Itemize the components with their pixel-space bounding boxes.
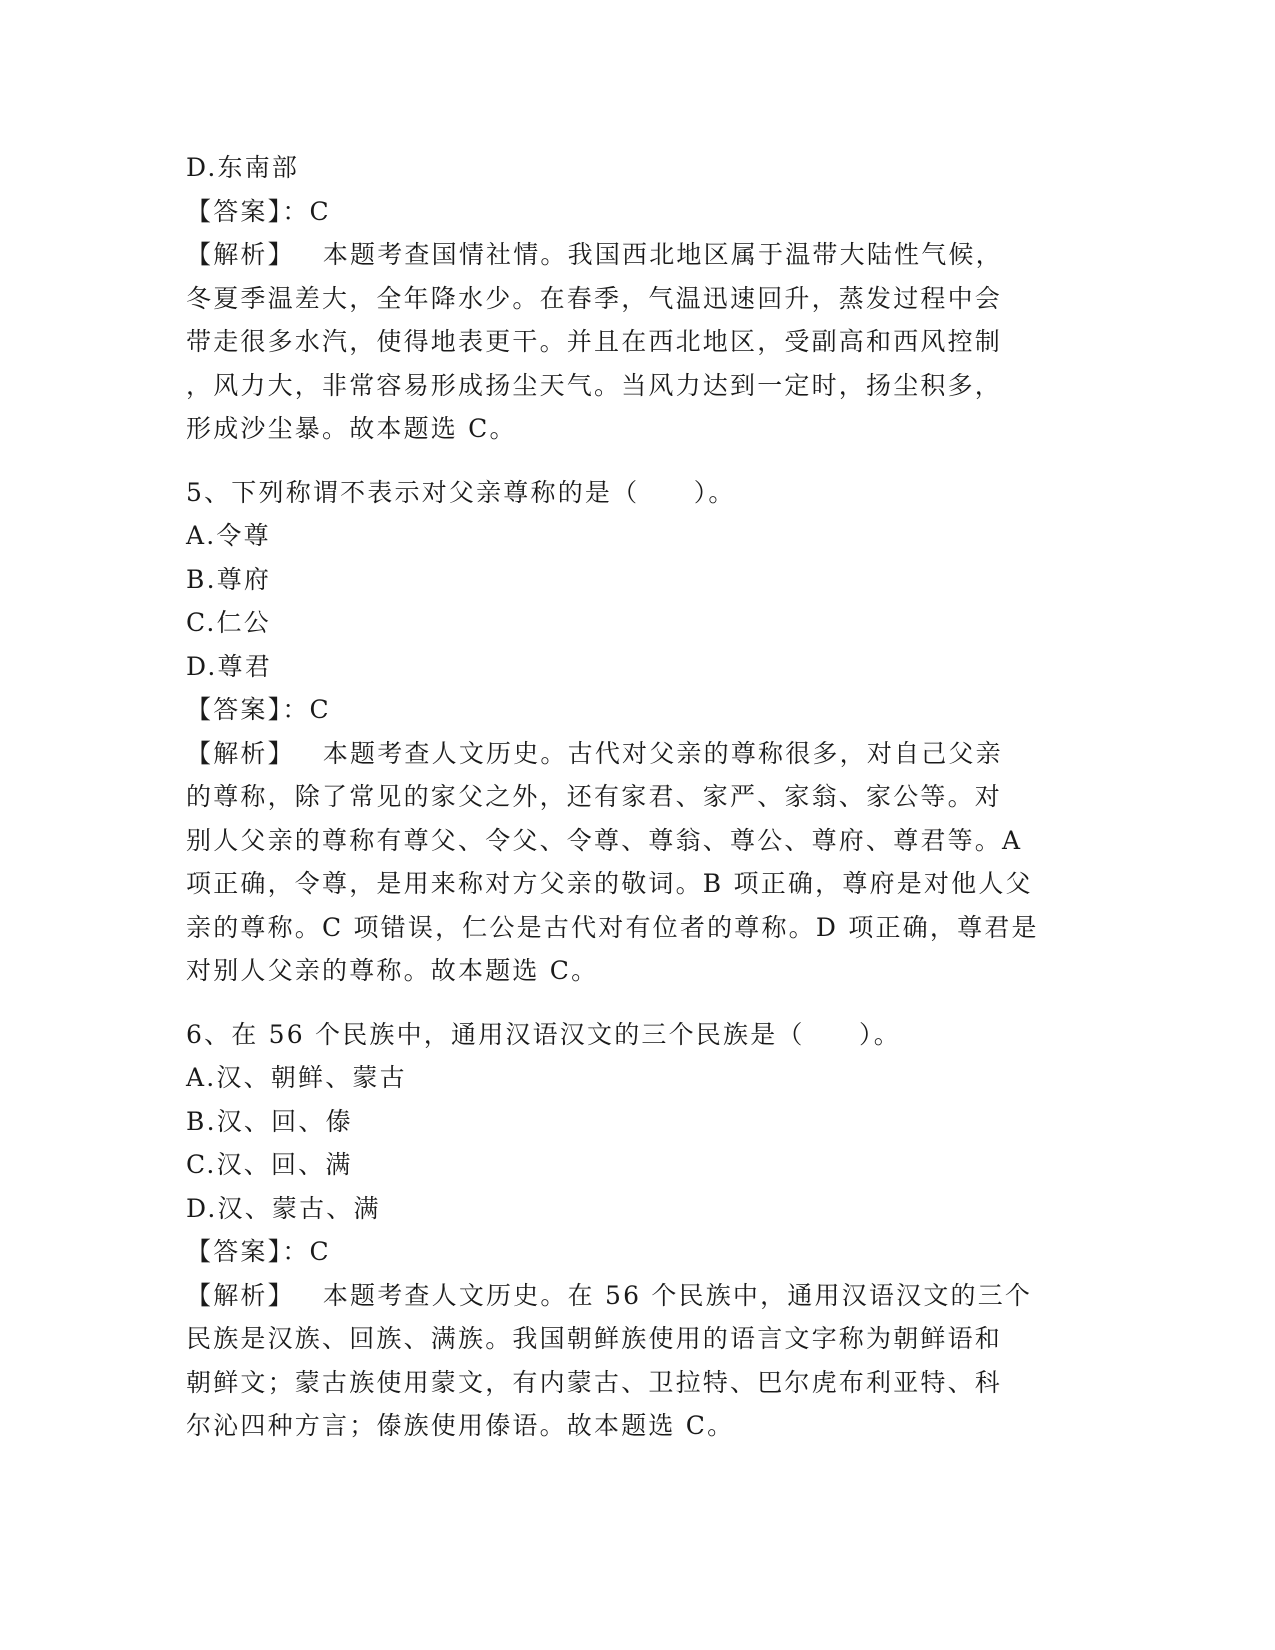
- analysis-line: [186, 732, 1086, 776]
- document-page: [186, 146, 1086, 1448]
- analysis-label: 【解析】: [186, 240, 295, 269]
- answer-line: [186, 190, 1086, 234]
- question-4-continued: [186, 146, 1086, 451]
- answer-label: 【答案】: [186, 1237, 283, 1266]
- option-c: C.汉、回、满: [186, 1150, 353, 1179]
- analysis-text: 本题考查人文历史。古代对父亲的尊称很多，对自己父亲: [322, 738, 1003, 768]
- analysis-line: 民族是汉族、回族、满族。我国朝鲜族使用的语言文字称为朝鲜语和: [186, 1324, 1003, 1353]
- analysis-label: 【解析】: [186, 738, 295, 768]
- option-d: D.东南部: [186, 153, 300, 182]
- analysis-line: 的尊称，除了常见的家父之外，还有家君、家严、家翁、家公等。对: [186, 782, 1003, 811]
- option-c: C.仁公: [186, 608, 271, 637]
- analysis-label: 【解析】: [186, 1280, 295, 1310]
- option-b: B.尊府: [186, 564, 272, 594]
- option-d: D.汉、蒙古、满: [186, 1193, 381, 1223]
- question-6: [186, 1013, 1086, 1448]
- answer-label: 【答案】: [186, 196, 283, 226]
- analysis-line: 尔沁四种方言；傣族使用傣语。故本题选 C。: [186, 1411, 735, 1440]
- analysis-line: 项正确，令尊，是用来称对方父亲的敬词。B 项正确，尊府是对他人父: [186, 869, 1033, 898]
- answer-separator: ：: [282, 196, 310, 226]
- analysis-text: 本题考查国情社情。我国西北地区属于温带大陆性气候，: [322, 240, 1003, 269]
- answer-value: C: [309, 1237, 331, 1266]
- option-d: D.尊君: [186, 651, 272, 681]
- answer-separator: ：: [282, 1237, 310, 1266]
- analysis-line: 朝鲜文；蒙古族使用蒙文，有内蒙古、卫拉特、巴尔虎布利亚特、科: [186, 1367, 1003, 1397]
- answer-label: 【答案】: [186, 695, 283, 724]
- analysis-line: 形成沙尘暴。故本题选 C。: [186, 414, 517, 443]
- option-a: A.汉、朝鲜、蒙古: [186, 1063, 407, 1092]
- analysis-line: 冬夏季温差大，全年降水少。在春季，气温迅速回升，蒸发过程中会: [186, 283, 1003, 313]
- analysis-line: ，风力大，非常容易形成扬尘天气。当风力达到一定时，扬尘积多，: [186, 370, 1003, 400]
- question-stem: 6、在 56 个民族中，通用汉语汉文的三个民族是（ ）。: [186, 1019, 901, 1049]
- analysis-line: [186, 233, 1086, 277]
- answer-line: [186, 1230, 1086, 1274]
- answer-line: [186, 688, 1086, 732]
- analysis-line: 别人父亲的尊称有尊父、令父、令尊、尊翁、尊公、尊府、尊君等。A: [186, 825, 1023, 855]
- question-5: [186, 471, 1086, 993]
- analysis-line: 带走很多水汽，使得地表更干。并且在西北地区，受副高和西风控制: [186, 327, 1003, 356]
- analysis-line: 亲的尊称。C 项错误，仁公是古代对有位者的尊称。D 项正确，尊君是: [186, 912, 1039, 942]
- question-stem: 5、下列称谓不表示对父亲尊称的是（ ）。: [186, 477, 736, 507]
- analysis-text: 本题考查人文历史。在 56 个民族中，通用汉语汉文的三个: [322, 1280, 1033, 1310]
- analysis-line: 对别人父亲的尊称。故本题选 C。: [186, 956, 599, 985]
- option-b: B.汉、回、傣: [186, 1106, 353, 1136]
- answer-separator: ：: [282, 695, 310, 724]
- analysis-line: [186, 1274, 1086, 1318]
- answer-value: C: [309, 695, 331, 724]
- answer-value: C: [309, 196, 331, 226]
- option-a: A.令尊: [186, 521, 271, 550]
